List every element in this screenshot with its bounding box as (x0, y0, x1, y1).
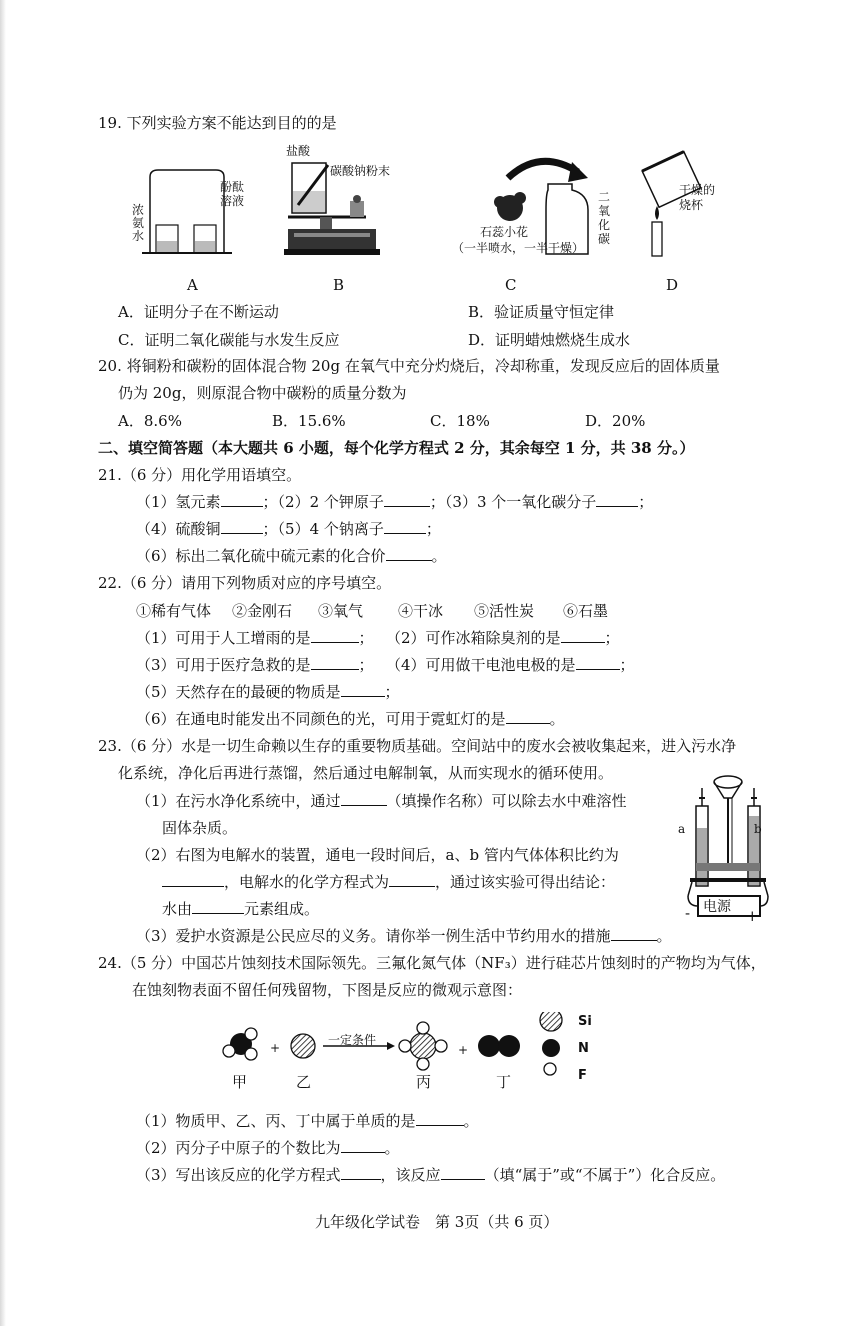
q22-line2-left (136, 655, 374, 675)
answer-blank[interactable] (384, 492, 430, 507)
q22-text: （3）可用于医疗急救的是 (136, 656, 311, 674)
q24-p3 (136, 1165, 725, 1185)
legend-n: N (578, 1041, 589, 1056)
q21-text: （4）硫酸铜 (136, 520, 221, 538)
q19-c-label-char: 氧 (598, 204, 611, 218)
q21-text: （1）氢元素 (136, 493, 221, 511)
q24-p2 (136, 1138, 400, 1158)
q24-label-yi: 乙 (296, 1073, 312, 1091)
q22-text: ； (384, 683, 400, 701)
q19-c-label-gas (598, 190, 610, 246)
q22-line1-left (136, 628, 374, 648)
answer-blank[interactable] (311, 628, 359, 643)
q22-text: （4）可用做干电池电极的是 (386, 656, 576, 674)
q19-b-label-acid: 盐酸 (286, 144, 311, 158)
q22-item-4: ④干冰 (398, 602, 444, 620)
q21-text: （6）标出二氧化硫中硫元素的化合价 (136, 547, 386, 565)
legend-f-atom (543, 1060, 561, 1078)
q21-text: ；（2）2 个钾原子 (262, 493, 384, 511)
q20-line2: 仍为 20g，则原混合物中碳粉的质量分数为 (118, 384, 407, 402)
q24-label-ding: 丁 (496, 1073, 512, 1091)
q23-line1: 23.（6 分）水是一切生命赖以生存的重要物质基础。空间站中的废水会被收集起来，进入污水净 (98, 737, 737, 755)
answer-blank[interactable] (576, 655, 620, 670)
q23-p3 (136, 926, 672, 946)
q24-condition: 一定条件 (328, 1033, 377, 1047)
q19-letter-c: C (505, 276, 517, 294)
answer-blank[interactable] (389, 872, 435, 887)
q23-p2c (162, 899, 319, 919)
electrolysis-label-a: a (678, 822, 686, 836)
q19-a-label-line: 溶液 (220, 194, 245, 208)
answer-blank[interactable] (611, 926, 657, 941)
q19-a-label-char: 水 (132, 229, 145, 243)
answer-blank[interactable] (192, 899, 244, 914)
q24-text: 。 (463, 1112, 479, 1130)
q24-plus-2: + (458, 1043, 469, 1057)
q24-text: （3）写出该反应的化学方程式 (136, 1166, 341, 1184)
q22-text: ； (358, 629, 374, 647)
q21-line3 (136, 546, 447, 566)
q19-c-label-char: 化 (598, 218, 611, 232)
q21-text: ； (425, 520, 441, 538)
q20-option-a: A．8.6% (118, 412, 182, 430)
q19-a-label-char: 浓 (132, 203, 145, 217)
q19-option-c: C．证明二氧化碳能与水发生反应 (118, 331, 340, 349)
answer-blank[interactable] (221, 519, 263, 534)
q22-text: （1）可用于人工增雨的是 (136, 629, 311, 647)
q20-option-b: B．15.6% (272, 412, 346, 430)
q19-c-label-char: 二 (598, 190, 611, 204)
q19-a-label-right (220, 180, 244, 208)
q24-line2: 在蚀刻物表面不留任何残留物，下图是反应的微观示意图： (132, 981, 523, 999)
q20-option-c: C．18% (430, 412, 490, 430)
q24-text: 。 (384, 1139, 400, 1157)
q21-text: ；（3）3 个一氧化碳分子 (429, 493, 597, 511)
q20-line1: 20. 将铜粉和碳粉的固体混合物 20g 在氧气中充分灼烧后，冷却称重，发现反应后的固体质量 (98, 357, 720, 375)
q22-item-6: ⑥石墨 (563, 602, 609, 620)
q24-text: （2）丙分子中原子的个数比为 (136, 1139, 341, 1157)
q23-text: 。 (656, 927, 672, 945)
q19-c-label-char: 碳 (598, 232, 611, 246)
q22-text: ； (604, 629, 620, 647)
answer-blank[interactable] (506, 709, 550, 724)
q24-text: （1）物质甲、乙、丙、丁中属于单质的是 (136, 1112, 416, 1130)
q22-text: 。 (549, 710, 565, 728)
q22-item-1: ①稀有气体 (136, 602, 212, 620)
q22-text: ； (619, 656, 635, 674)
q22-line3 (136, 682, 400, 702)
q19-d-label-beaker (679, 183, 715, 213)
q22-item-2: ②金刚石 (232, 602, 293, 620)
q21-stem: 21.（6 分）用化学用语填空。 (98, 466, 302, 484)
electrolysis-minus: - (685, 904, 691, 922)
q19-a-label-char: 氨 (132, 216, 145, 230)
q19-option-d: D．证明蜡烛燃烧生成水 (468, 331, 631, 349)
legend-si: Si (578, 1014, 592, 1029)
q21-text: 。 (431, 547, 447, 565)
q21-line1 (136, 492, 653, 512)
q23-text: ，电解水的化学方程式为 (224, 873, 390, 891)
legend-f: F (578, 1068, 587, 1083)
q23-p1b: 固体杂质。 (162, 819, 238, 837)
q19-letter-d: D (666, 276, 679, 294)
answer-blank[interactable] (221, 492, 263, 507)
q23-p2a: （2）右图为电解水的装置，通电一段时间后，a、b 管内气体体积比约为 (136, 846, 619, 864)
q22-text: ； (358, 656, 374, 674)
section2-heading: 二、填空简答题（本大题共 6 小题，每个化学方程式 2 分，其余每空 1 分，共 38 分。） (98, 439, 695, 457)
q21-line2 (136, 519, 441, 539)
q23-line2: 化系统，净化后再进行蒸馏，然后通过电解制氧，从而实现水的循环使用。 (118, 764, 614, 782)
answer-blank[interactable] (311, 655, 359, 670)
answer-blank[interactable] (341, 682, 385, 697)
q22-item-3: ③氧气 (318, 602, 364, 620)
q22-line2-right (386, 655, 635, 675)
q22-line4 (136, 709, 565, 729)
q23-text: 水由 (162, 900, 193, 918)
answer-blank[interactable] (341, 791, 387, 806)
answer-blank[interactable] (341, 1165, 381, 1180)
q19-a-label-line: 酚酞 (220, 180, 245, 194)
q19-a-label-left (132, 204, 144, 243)
q20-option-d: D．20% (585, 412, 646, 430)
q23-p2b (162, 872, 615, 892)
q24-line1: 24.（5 分）中国芯片蚀刻技术国际领先。三氟化氮气体（NF₃）进行硅芯片蚀刻时的产物均为气体， (98, 954, 766, 972)
q19-option-b: B．验证质量守恒定律 (468, 303, 615, 321)
page-footer: 九年级化学试卷 第 3页（共 6 页） (315, 1213, 559, 1231)
answer-blank[interactable] (386, 546, 432, 561)
answer-blank[interactable] (162, 872, 224, 887)
q24-p1 (136, 1111, 479, 1131)
q22-line1-right (386, 628, 620, 648)
answer-blank[interactable] (384, 519, 426, 534)
scan-edge-shadow (0, 0, 6, 1326)
q23-text: （填操作名称）可以除去水中难溶性 (386, 792, 627, 810)
electrolysis-power-label: 电源 (703, 899, 731, 915)
answer-blank[interactable] (416, 1111, 464, 1126)
q21-text: ； (638, 493, 654, 511)
q22-item-5: ⑤活性炭 (474, 602, 535, 620)
q19-b-label-powder: 碳酸钠粉末 (330, 164, 391, 178)
q24-text: ，该反应 (380, 1166, 441, 1184)
q22-text: （5）天然存在的最硬的物质是 (136, 683, 341, 701)
q23-text: 元素组成。 (244, 900, 320, 918)
q21-text: ；（5）4 个钠离子 (262, 520, 384, 538)
q23-text: （1）在污水净化系统中，通过 (136, 792, 341, 810)
q23-text: （3）爱护水资源是公民应尽的义务。请你举一例生活中节约用水的措施 (136, 927, 611, 945)
q23-p1a (136, 791, 627, 811)
q19-c-label-note: （一半喷水，一半干燥） (452, 241, 585, 255)
q19-option-a: A．证明分子在不断运动 (118, 303, 279, 321)
q24-text: （填“属于”或“不属于”）化合反应。 (484, 1166, 726, 1184)
q19-d-label-line: 干燥的 (679, 183, 716, 197)
q19-c-label-flower: 石蕊小花 (480, 225, 529, 239)
q23-text: ，通过该实验可得出结论： (435, 873, 616, 891)
answer-blank[interactable] (596, 492, 638, 507)
q19-d-label-line: 烧杯 (679, 198, 704, 212)
q22-text: （6）在通电时能发出不同颜色的光，可用于霓虹灯的是 (136, 710, 506, 728)
q24-label-bing: 丙 (416, 1073, 432, 1091)
q24-plus-1: + (270, 1041, 281, 1055)
answer-blank[interactable] (561, 628, 605, 643)
electrolysis-plus: + (746, 907, 759, 925)
q24-label-jia: 甲 (232, 1073, 248, 1091)
answer-blank[interactable] (441, 1165, 485, 1180)
q19-letter-b: B (333, 276, 345, 294)
q19-letter-a: A (187, 276, 198, 294)
answer-blank[interactable] (341, 1138, 385, 1153)
q22-stem: 22.（6 分）请用下列物质对应的序号填空。 (98, 574, 392, 592)
q22-text: （2）可作冰箱除臭剂的是 (386, 629, 561, 647)
electrolysis-label-b: b (754, 822, 762, 836)
q19-stem: 19. 下列实验方案不能达到目的的是 (98, 114, 337, 132)
